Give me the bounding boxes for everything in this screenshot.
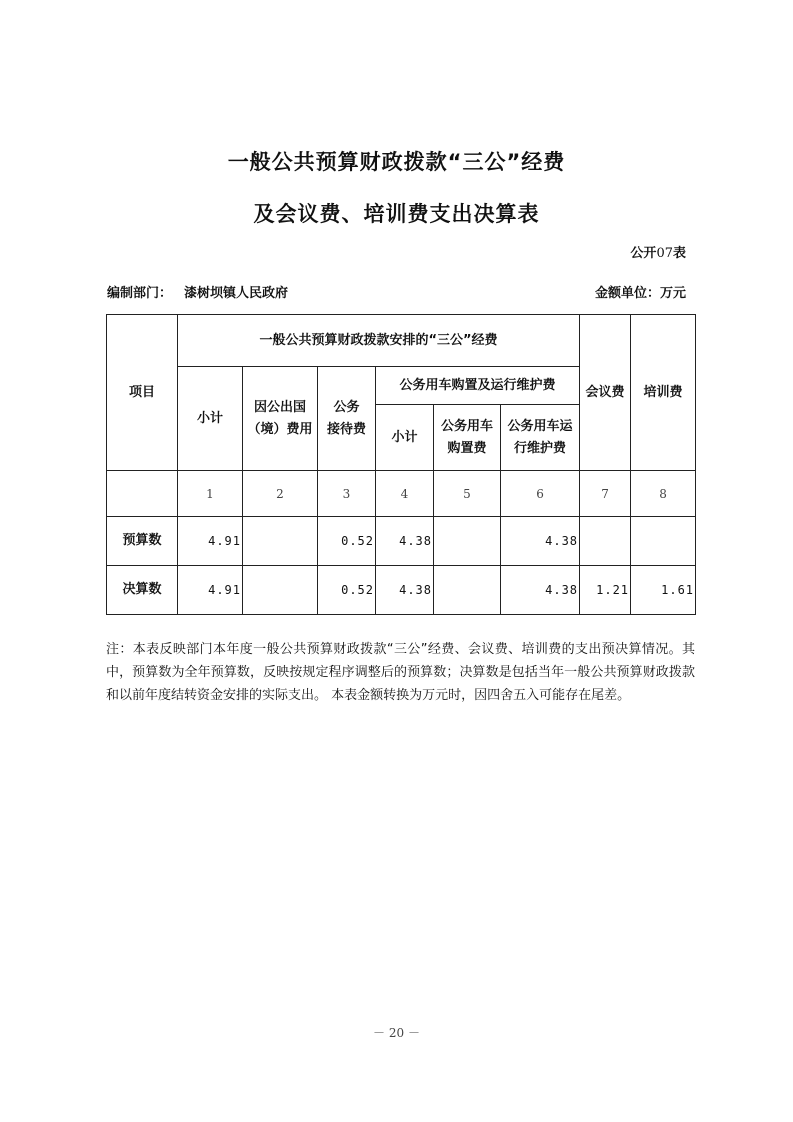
amount-unit: 金额单位：万元 — [594, 286, 686, 301]
table-cell — [243, 517, 318, 566]
department-label: 编制部门： — [107, 286, 173, 301]
table-cell — [434, 566, 501, 615]
header-three-public-group: 一般公共预算财政拨款安排的“三公”经费 — [178, 315, 580, 367]
department-name: 漆树坝镇人民政府 — [184, 286, 289, 301]
table-cell — [631, 517, 696, 566]
table-cell: 4.38 — [376, 566, 434, 615]
table-cell: 1.21 — [580, 566, 631, 615]
table-cell: 4.38 — [376, 517, 434, 566]
form-suffix: 表 — [672, 246, 686, 261]
table-cell: 4.91 — [178, 517, 243, 566]
table-cell: 4.38 — [501, 566, 580, 615]
column-number: 8 — [631, 471, 696, 517]
header-overseas — [243, 367, 318, 471]
header-overseas-line2: （境）费用 — [247, 421, 313, 437]
column-number: 3 — [318, 471, 376, 517]
header-vehicle-purchase — [434, 405, 501, 471]
header-vehicle-operation-line1: 公务用车运 — [507, 418, 573, 434]
header-vehicle-subtotal: 小计 — [376, 405, 434, 471]
column-number: 2 — [243, 471, 318, 517]
header-reception-line2: 接待费 — [326, 421, 366, 437]
column-number: 6 — [501, 471, 580, 517]
row-label-budget: 预算数 — [107, 517, 178, 566]
footnote: 注：本表反映部门本年度一般公共预算财政拨款“三公”经费、会议费、培训费的支出预决算情况。其中，预算数为全年预算数，反映按规定程序调整后的预算数；决算数是包括当年一般公共预算财政拨款和以前年度结转资金安排的实际支出。 本表金额转换为万元时，因四舍五入可能存在尾差。 — [106, 642, 695, 703]
header-training: 培训费 — [631, 315, 696, 471]
expenditure-table — [106, 314, 696, 615]
column-number: 7 — [580, 471, 631, 517]
row-label-actual: 决算数 — [107, 566, 178, 615]
form-label: 公开 — [630, 246, 657, 261]
table-cell: 4.91 — [178, 566, 243, 615]
header-vehicle-group: 公务用车购置及运行维护费 — [376, 367, 580, 405]
header-vehicle-operation — [501, 405, 580, 471]
header-vehicle-operation-line2: 行维护费 — [514, 440, 567, 456]
header-meeting: 会议费 — [580, 315, 631, 471]
table-cell — [434, 517, 501, 566]
table-cell — [243, 566, 318, 615]
report-title-line2: 及会议费、培训费支出决算表 — [253, 202, 540, 226]
header-reception-line1: 公务 — [333, 399, 360, 415]
column-number: 4 — [376, 471, 434, 517]
report-title-line1: 一般公共预算财政拨款“三公”经费 — [227, 150, 566, 174]
table-cell — [580, 517, 631, 566]
table-cell: 0.52 — [318, 566, 376, 615]
department — [107, 282, 288, 301]
column-number: 5 — [434, 471, 501, 517]
form-number — [630, 242, 686, 261]
header-reception — [318, 367, 376, 471]
header-item: 项目 — [107, 315, 178, 471]
table-cell: 4.38 — [501, 517, 580, 566]
table-row-actual — [107, 566, 696, 615]
table-cell: 1.61 — [631, 566, 696, 615]
column-number-blank — [107, 471, 178, 517]
header-overseas-line1: 因公出国 — [253, 399, 306, 415]
table-cell: 0.52 — [318, 517, 376, 566]
header-vehicle-purchase-line1: 公务用车 — [440, 418, 493, 434]
table-row-budget — [107, 517, 696, 566]
page-number: － 20 － — [373, 1026, 420, 1040]
column-number: 1 — [178, 471, 243, 517]
header-vehicle-purchase-line2: 购置费 — [447, 440, 487, 456]
header-subtotal: 小计 — [178, 367, 243, 471]
form-number-value: 07 — [656, 246, 673, 261]
